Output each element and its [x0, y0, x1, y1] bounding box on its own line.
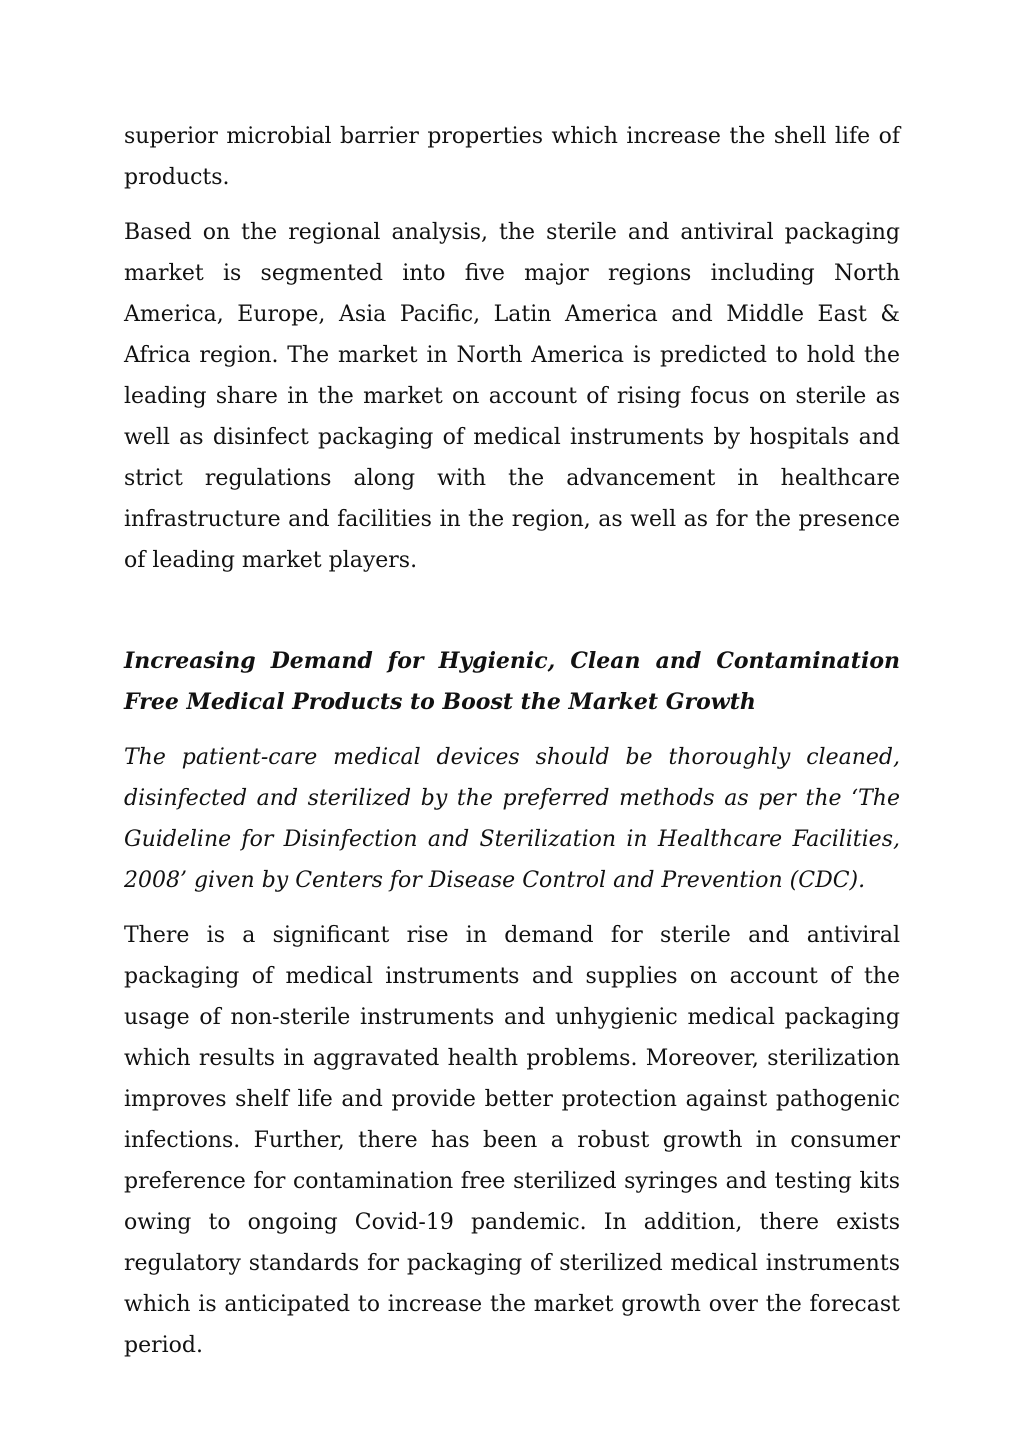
document-page [124, 116, 900, 1380]
paragraph-cdc-guideline: The patient-care medical devices should be thoroughly cleaned, disinfected and sterilized by the preferred methods as per the ‘The Guideline for Disinfection and Sterilization in Healthcare Facilities, 2008’ given by Centers for Disease Control and Prevention (CDC). [124, 745, 900, 893]
paragraph-demand-rise: There is a significant rise in demand for sterile and antiviral packaging of medical instruments and supplies on account of the usage of non-sterile instruments and unhygienic medical packaging which results in aggravated health problems. Moreover, sterilization improves shelf life and provide better protection against pathogenic infections. Further, there has been a robust growth in consumer preference for contamination free sterilized syringes and testing kits owing to ongoing Covid-19 pandemic. In addition, there exists regulatory standards for packaging of sterilized medical instruments which is anticipated to increase the market growth over the forecast period. [124, 923, 900, 1358]
paragraph-regional-analysis: Based on the regional analysis, the sterile and antiviral packaging market is segmented into five major regions including North America, Europe, Asia Pacific, Latin America and Middle East & Africa region. The market in North America is predicted to hold the leading share in the market on account of rising focus on sterile as well as disinfect packaging of medical instruments by hospitals and strict regulations along with the advancement in healthcare infrastructure and facilities in the region, as well as for the presence of leading market players. [124, 220, 900, 573]
paragraph-shelf-life: superior microbial barrier properties which increase the shell life of products. [124, 124, 900, 190]
section-heading: Increasing Demand for Hygienic, Clean and Contamination Free Medical Products to Boost the Market Growth [124, 648, 900, 715]
section-spacer [124, 595, 900, 641]
